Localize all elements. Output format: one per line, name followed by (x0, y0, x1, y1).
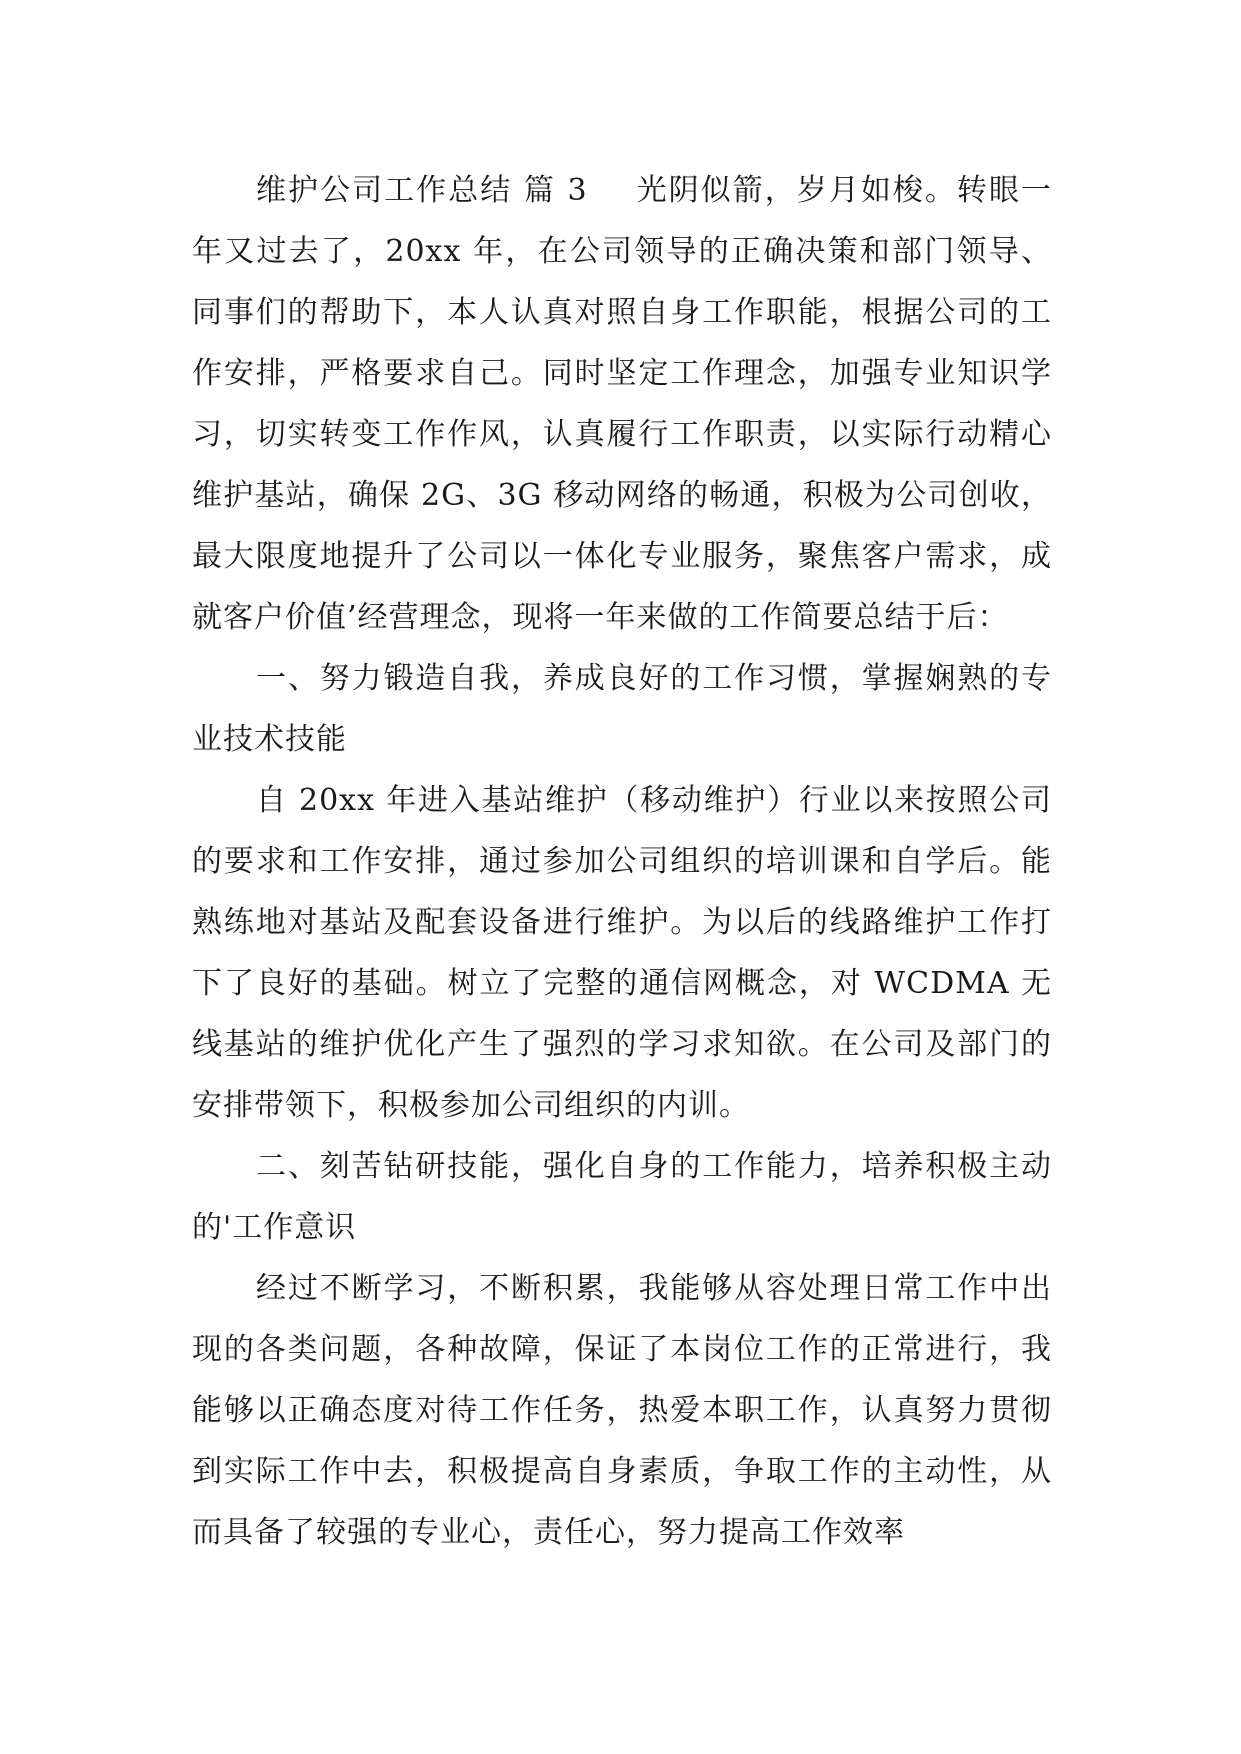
body-paragraph: 自 20xx 年进入基站维护（移动维护）行业以来按照公司的要求和工作安排，通过参加公司组织的培训课和自学后。能熟练地对基站及配套设备进行维护。为以后的线路维护工作打下了良好的基础。树立了完整的通信网概念，对 WCDMA 无线基站的维护优化产生了强烈的学习求知欲。在公司及部门的安排带领下，积极参加公司组织的内训。 (192, 783, 1052, 1123)
intro-paragraph (192, 160, 1052, 648)
paragraph-text: 光阴似箭，岁月如梭。转眼一年又过去了，20xx 年，在公司领导的正确决策和部门领导、同事们的帮助下，本人认真对照自身工作职能，根据公司的工作安排，严格要求自己。同时坚定工作理念，加强专业知识学习，切实转变工作作风，认真履行工作职责，以实际行动精心维护基站，确保 2G、3G 移动网络的畅通，积极为公司创收，最大限度地提升了公司以一体化专业服务，聚焦客户需求，成就客户价值’经营理念，现将一年来做的工作简要总结于后： (192, 173, 1052, 635)
section-heading-2: 二、刻苦钻研技能，强化自身的工作能力，培养积极主动的'工作意识 (192, 1149, 1052, 1245)
document-body (192, 160, 1052, 1563)
section-heading-1: 一、努力锻造自我，养成良好的工作习惯，掌握娴熟的专业技术技能 (192, 661, 1052, 757)
body-paragraph: 经过不断学习，不断积累，我能够从容处理日常工作中出现的各类问题，各种故障，保证了本岗位工作的正常进行，我能够以正确态度对待工作任务，热爱本职工作，认真努力贯彻到实际工作中去，积极提高自身素质，争取工作的主动性，从而具备了较强的专业心，责任心，努力提高工作效率 (192, 1271, 1052, 1550)
document-title: 维护公司工作总结 篇 3 (256, 173, 588, 208)
